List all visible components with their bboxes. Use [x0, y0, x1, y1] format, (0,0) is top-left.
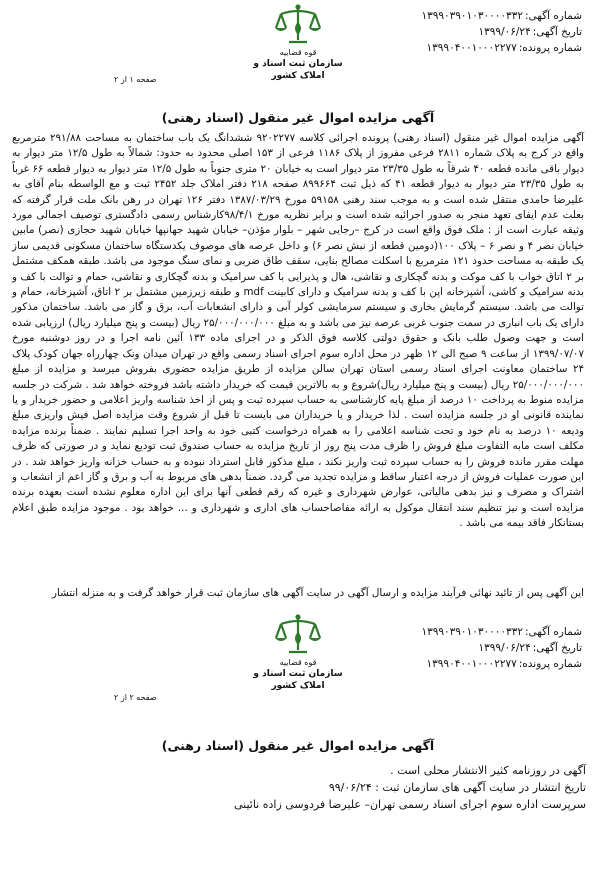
notice-date-label: تاریخ آگهی: — [532, 642, 582, 654]
file-number-label: شماره پرونده: — [518, 42, 582, 54]
file-number: ۱۳۹۹۰۴۰۰۱۰۰۰۲۲۷۷ — [426, 658, 517, 670]
notice-header — [421, 8, 582, 56]
notice-title: آگهی مزایده اموال غیر منقول (اسناد رهنی) — [161, 110, 435, 125]
notice-line: آگهی در روزنامه کثیر الانتشار محلی است . — [390, 764, 586, 777]
notice-number: ۱۳۹۹۰۳۹۰۱۰۳۰۰۰۰۳۳۲ — [421, 626, 523, 638]
page-label: صفحه ۲ از ۲ — [114, 693, 157, 702]
judiciary-emblem — [243, 2, 353, 82]
scales-emblem-icon — [273, 612, 323, 658]
file-number: ۱۳۹۹۰۴۰۰۱۰۰۰۲۲۷۷ — [426, 42, 517, 54]
agency-name: سازمان ثبت اسناد و املاک کشور — [253, 669, 343, 691]
scales-emblem-icon — [273, 2, 323, 48]
notice-line: سرپرست اداره سوم اجرای اسناد رسمی تهران– علیرضا فردوسی زاده نائینی — [233, 798, 586, 811]
notice-page-2 — [0, 604, 596, 882]
notice-date-label: تاریخ آگهی: — [532, 26, 582, 38]
notice-body-text: آگهی مزایده اموال غیر منقول (اسناد رهنی) پرونده اجرائی کلاسه ۹۲۰۲۲۷۷ ششدانگ یک باب ساختمان به مساحت ۲۹۱/۸۸ مترمربع واقع در کرج به پلاک شماره ۲۸۱۱ فرعی مفروز از پلاک ۱۱۸۶ فرعی از ۱۵۳ اصلی محدود به حدود: شمالاً به طول ۱۲/۵ متر دیوار به دیوار باقی مانده قطعه ۴۰ شرقاً به طول ۲۳/۳۵ متر دیوار است به خیابان ۲۰ متری جنوباً به طول ۱۲/۵ متر دیوار به دیوار قطعه ۶۶ غرباً به طول ۲۳/۳۵ متر دیوار به دیوار قطعه ۴۱ که ذیل ثبت ۸۹۹۶۶۴ صفحه ۲۱۸ دفتر املاک جلد ۲۴۵۲ ثبت و مع الواسطه بنام آقای به علیرضا حامدی منتقل شده است و به موجب سند رهنی ۵۹۱۵۸ مورخ ۱۳۸۷/۰۳/۲۹ دفتر ۱۲۶ تهران در رهن بانک ملت قرار گرفته که بعلت عدم ایفای تعهد منجر به صدور اجرائیه شده است و برابر نظریه مورخ ۹۸/۴/۱کارشناس رسمی دادگستری توصیف اجمالی مورد وثیقه عبارت است از : ملک فوق واقع است در کرج –رجایی شهر – بلوار مؤذن– خیابان شهید جهانپها خیابان شهید حجازی (نصر) مابین خیابان نصر ۴ و نصر ۶ – پلاک ۱۰۰(دومین قطعه از نبش نصر ۶) و داخل عرصه های موصوف یکدستگاه ساختمان مسکونی قدیمی ساز یک طبقه به مساحت حدود ۱۲۱ مترمربع با اسکلت مصالح بنایی، سقف طاق ضربی و نمای سنگ موجود می باشد. طبقه همکف مشتمل بر ۲ اتاق خواب با کف موکت و بدنه گچکاری و نقاشی، هال و پذیرایی با کف سرامیک و بدنه گچکاری و نقاشی، حمام و توالت با کف و بدنه سرامیک و کاشی، آشپزخانه اپن با کف و بدنه سرامیک و دارای کابینت mdf و طبقه زیرزمین مشتمل بر ۲ اتاق، آشپزخانه، حمام و توالت می باشد. سیستم گرمایش بخاری و سیستم سرمایشی کولر آبی و دارای انشعابات آب، برق و گاز می باشد. ساختمان مذکور دارای یک باب انباری در سمت جنوب غربی عرصه نیز می باشد و به مبلغ ۲۵/۰۰۰/۰۰۰/۰۰۰ ریال (بیست و پنج میلیارد ریال) ارزیابی شده است و جهت وصول طلب بانک و حقوق دولتی کلاسه فوق الذکر و در اجرای ماده ۱۳۳ آئین نامه اجرا و در روز دوشنبه مورخ ۱۳۹۹/۰۷/۰۷ از ساعت ۹ صبح الی ۱۲ ظهر در محل اداره سوم اجرای اسناد رسمی واقع در تهران میدان ونک چهارراه جهان کودک پلاک ۲۴ ساختمان معاونت اجرای اسناد رسمی استان تهران سالن مزایده از طریق مزایده حضوری بفروش میرسد و مزایده از مبلغ ۲۵/۰۰۰/۰۰۰/۰۰۰ ریال (بیست و پنج میلیارد ریال)شروع و به بالاترین قیمت که خریدار داشته باشد فروخته خواهد شد . شرکت در جلسه مزایده منوط به پرداخت ۱۰ درصد از مبلغ پایه کارشناسی به حساب سپرده ثبت و پس از اخذ شناسه واریز اعلامی و حضور خریدار و یا نماینده قانونی او در جلسه مزایده است . لذا خریدار و یا خریداران می بایست تا قبل از شروع وقت مزایده اصل فیش واریزی مبلغ ودیعه ۱۰ درصد به نام خود و تحت شناسه اعلامی را به همراه درخواست کتبی خود به واحد اجرا تسلیم نمایند . ضمناً برنده مزایده مکلف است مابه التفاوت مبلغ فروش را ظرف مدت پنج روز از تاریخ مزایده به حساب صندوق ثبت تودیع نماید و در صورتی که ظرف مهلت مقرر مانده فروش را به حساب سپرده ثبت واریز نکند ، مبلغ مذکور قابل استرداد نبوده و به حساب خزانه واریز خواهد شد . در این صورت عملیات فروش از درجه اعتبار ساقط و مزایده تجدید می گردد. ضمناً بدهی های مربوط به آب و برق و گاز اعم از انشعاب و اشتراک و مصرف و نیز بدهی مالیاتی، عوارض شهرداری و غیره که رقم قطعی آنها برای این اداره معلوم نشده است بعهده برنده مزایده است و نیز تنظیم سند انتقال موکول به ارائه مفاصاحساب های اداری و شهرداری و ... خواهد بود . موجود مزایده طبق اعلام بستانکار فاقد بیمه می باشد . — [12, 132, 585, 530]
judiciary-name: قوه قضاییه — [279, 48, 317, 57]
notice-page-2-text — [234, 762, 586, 813]
page-label: صفحه ۱ از ۲ — [114, 75, 157, 84]
notice-closing-line: این آگهی پس از تائید نهائی فرآیند مزایده و ارسال آگهی در سایت آگهی های سازمان ثبت قرار خواهد گرفت و به منزله انتشار — [52, 587, 584, 599]
agency-name: سازمان ثبت اسناد و املاک کشور — [253, 59, 343, 81]
notice-line: تاریخ انتشار در سایت آگهی های سازمان ثبت : ۹۹/۰۶/۲۴ — [328, 781, 586, 794]
notice-number: ۱۳۹۹۰۳۹۰۱۰۳۰۰۰۰۳۳۲ — [421, 10, 523, 22]
notice-header-repeat — [421, 624, 582, 672]
notice-number-label: شماره آگهی: — [524, 10, 582, 22]
judiciary-emblem — [243, 612, 353, 692]
notice-title: آگهی مزایده اموال غیر منقول (اسناد رهنی) — [161, 738, 435, 753]
file-number-label: شماره پرونده: — [518, 658, 582, 670]
notice-date: ۱۳۹۹/۰۶/۲۴ — [478, 642, 531, 654]
notice-body — [12, 131, 584, 532]
notice-number-label: شماره آگهی: — [524, 626, 582, 638]
notice-date: ۱۳۹۹/۰۶/۲۴ — [478, 26, 531, 38]
judiciary-name: قوه قضاییه — [279, 658, 317, 667]
